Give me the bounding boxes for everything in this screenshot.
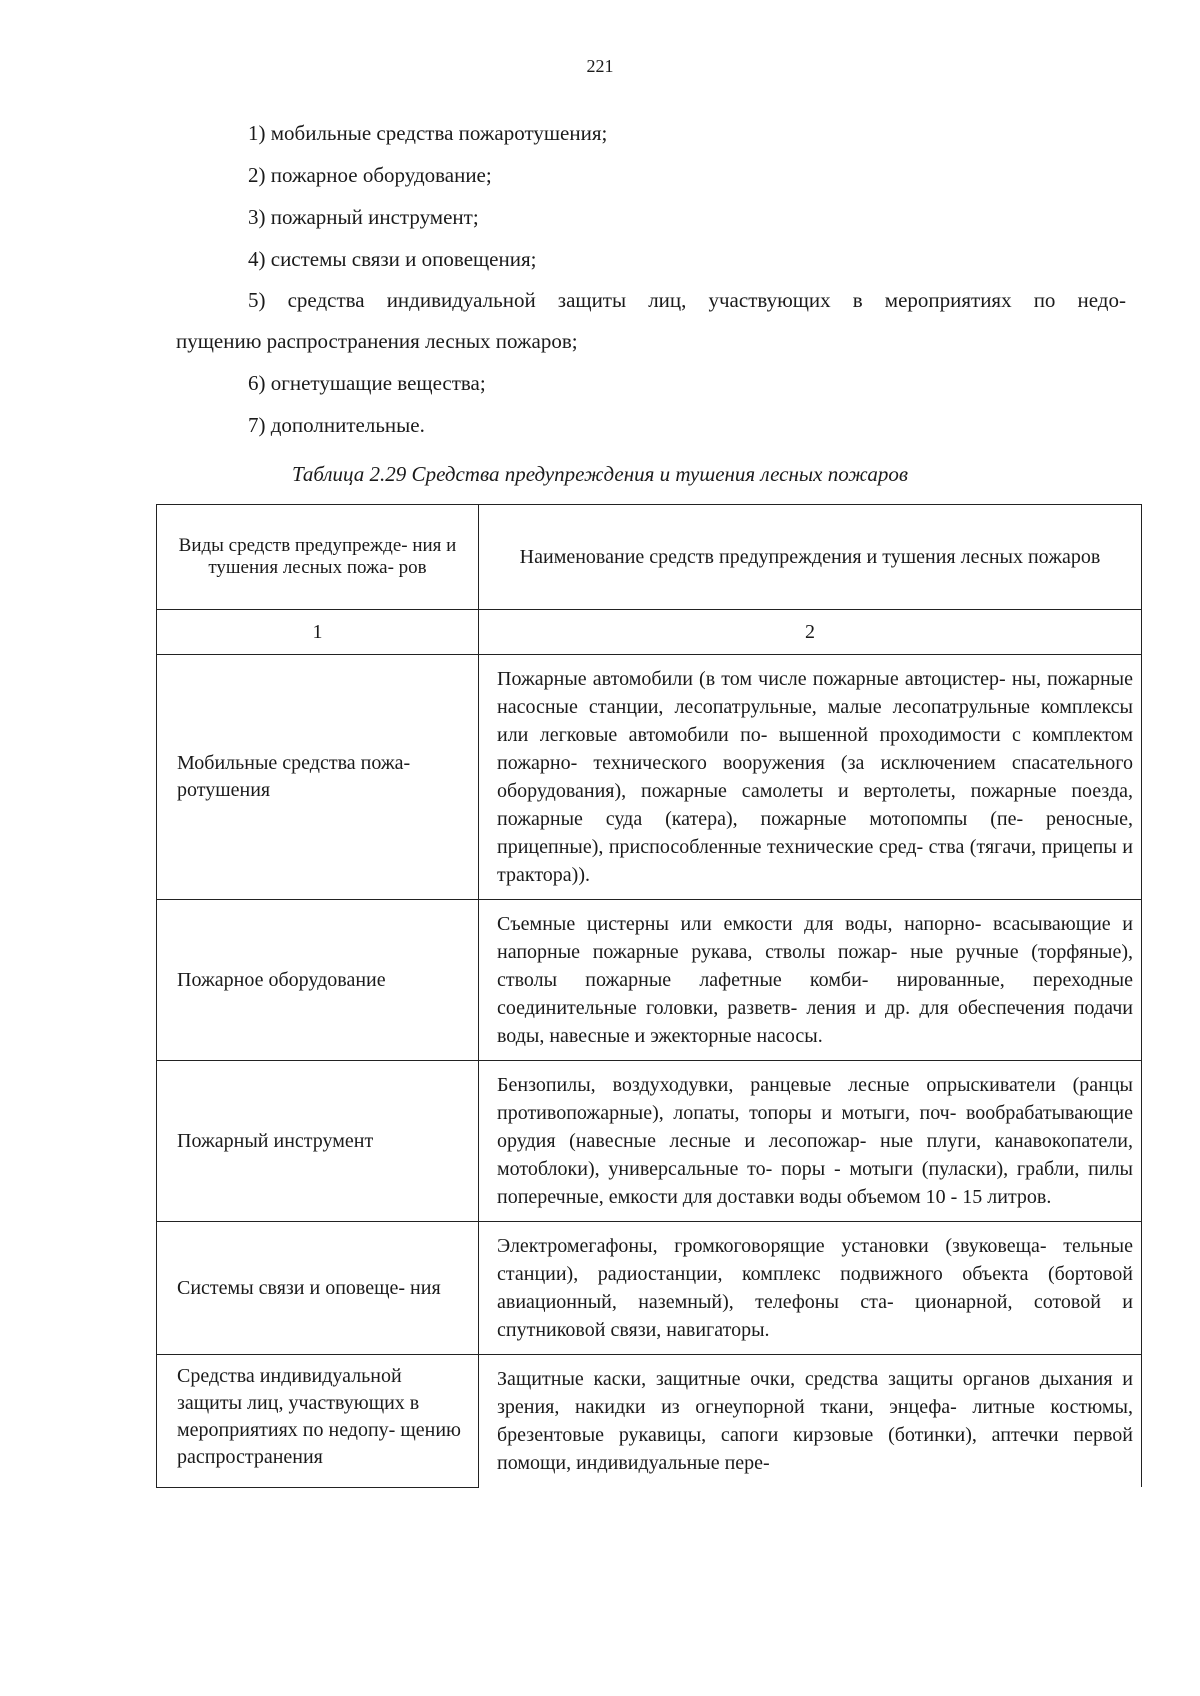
row-description: Съемные цистерны или емкости для воды, напорно- всасывающие и напорные пожарные рукава, стволы пожар- ные ручные (торфяные), стволы пожарные лафетные комби- нированные, переходные соединительные головки, разветв- ления и др. для обеспечения подачи воды, навесные и эжекторные насосы. [479, 900, 1142, 1061]
table-row [157, 1222, 1142, 1355]
list-item [176, 280, 1126, 362]
row-description: Защитные каски, защитные очки, средства защиты органов дыхания и зрения, накидки из огнеупорной ткани, энцефа- литные костюмы, брезентовые рукавицы, сапоги кирзовые (ботинки), аптечки первой помощи, индивидуальные пере- [479, 1355, 1142, 1488]
column-number: 2 [479, 610, 1142, 655]
table-row [157, 900, 1142, 1061]
table-row [157, 655, 1142, 900]
means-list [176, 112, 1126, 446]
list-item-continuation: пущению распространения лесных пожаров; [176, 329, 578, 353]
list-item: 4) системы связи и оповещения; [248, 247, 537, 271]
row-kind: Пожарный инструмент [157, 1061, 479, 1222]
row-description: Электромегафоны, громкоговорящие установки (звуковеща- тельные станции), радиостанции, комплекс подвижного объекта (бортовой авиационный, наземный), телефоны ста- ционарной, сотовой и спутниковой связи, навигаторы. [479, 1222, 1142, 1355]
row-description: Пожарные автомобили (в том числе пожарные автоцистер- ны, пожарные насосные станции, лесопатрульные, малые лесопатрульные комплексы или легковые автомобили по- вышенной проходимости с комплектом пожарно- технического вооружения (за исключением спасательного оборудования), пожарные самолеты и вертолеты, пожарные поезда, пожарные суда (катера), пожарные мотопомпы (пе- реносные, прицепные), приспособленные технические сред- ства (тягачи, прицепы и трактора)). [479, 655, 1142, 900]
row-kind: Пожарное оборудование [157, 900, 479, 1061]
row-kind: Средства индивидуальной защиты лиц, участвующих в мероприятиях по недопу- щению распространения [157, 1355, 479, 1488]
row-kind: Мобильные средства пожа- ротушения [157, 655, 479, 900]
list-item-line: 5) средства индивидуальной защиты лиц, участвующих в мероприятиях по недо- [248, 288, 1126, 312]
column-header-kind: Виды средств предупрежде- ния и тушения лесных пожа- ров [157, 505, 479, 610]
row-kind: Системы связи и оповеще- ния [157, 1222, 479, 1355]
list-item: 1) мобильные средства пожаротушения; [248, 121, 608, 145]
column-header-name: Наименование средств предупреждения и тушения лесных пожаров [479, 505, 1142, 610]
column-number-row [157, 610, 1142, 655]
list-item: 6) огнетушащие вещества; [248, 371, 486, 395]
column-number: 1 [157, 610, 479, 655]
page-number: 221 [586, 56, 614, 76]
table-header-row [157, 505, 1142, 610]
means-table [156, 504, 1142, 1488]
list-item: 2) пожарное оборудование; [248, 163, 492, 187]
list-item: 3) пожарный инструмент; [248, 205, 479, 229]
list-item: 7) дополнительные. [248, 413, 425, 437]
row-description: Бензопилы, воздуходувки, ранцевые лесные опрыскиватели (ранцы противопожарные), лопаты, топоры и мотыги, поч- вообрабатывающие орудия (навесные лесные и лесопожар- ные плуги, канавокопатели, мотоблоки), универсальные то- поры - мотыги (пуласки), грабли, пилы поперечные, емкости для доставки воды объемом 10 - 15 литров. [479, 1061, 1142, 1222]
table-row [157, 1355, 1142, 1488]
table-row [157, 1061, 1142, 1222]
table-caption: Таблица 2.29 Средства предупреждения и тушения лесных пожаров [291, 462, 909, 486]
